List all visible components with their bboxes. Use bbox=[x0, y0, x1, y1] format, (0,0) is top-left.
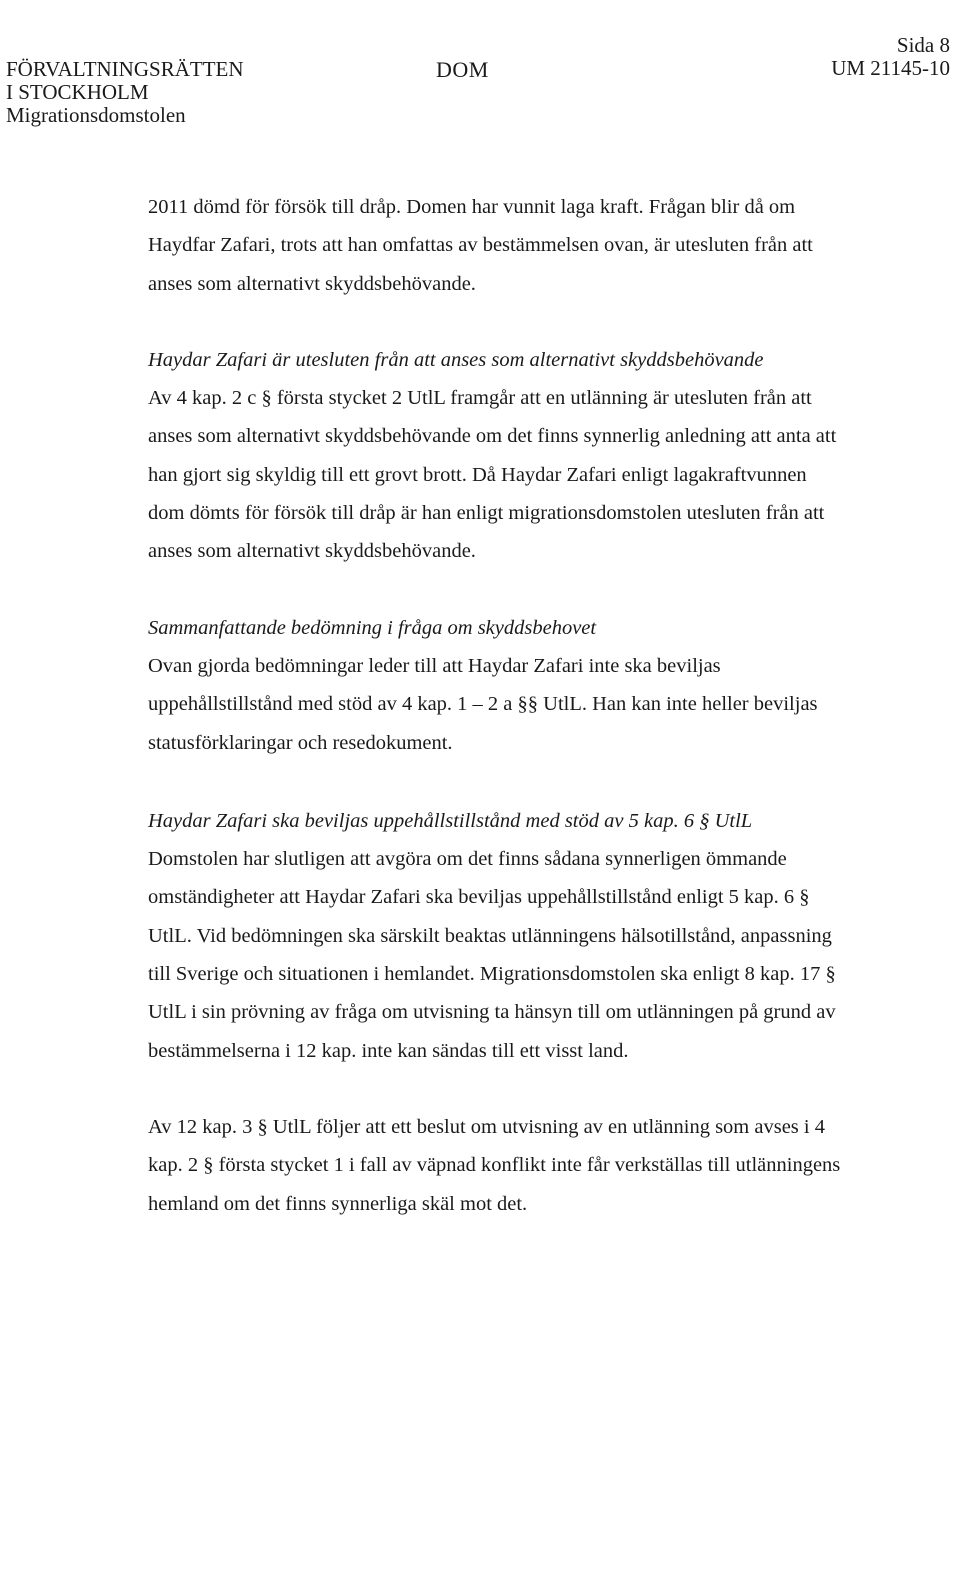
heading-summary: Sammanfattande bedömning i fråga om skyddsbehovet bbox=[148, 616, 597, 639]
heading-residence-permit: Haydar Zafari ska beviljas uppehållstillstånd med stöd av 5 kap. 6 § UtlL bbox=[148, 809, 753, 832]
heading-excluded: Haydar Zafari är utesluten från att anses som alternativt skyddsbehövande bbox=[148, 348, 764, 371]
paragraph-expulsion: Av 12 kap. 3 § UtlL följer att ett beslut om utvisning av en utlänning som avses i 4 kap. 2 § första stycket 1 i fall av väpnad konflikt inte får verkställas till utlänningens hemland om det finns synnerliga skäl mot det. bbox=[148, 1115, 841, 1215]
paragraph-conviction: 2011 dömd för försök till dråp. Domen har vunnit laga kraft. Frågan blir då om Haydfar Zafari, trots att han omfattas av bestämmelsen ovan, är utesluten från att anses som alternativt skyddsbehövande. bbox=[148, 196, 813, 295]
document-body bbox=[148, 188, 848, 1223]
court-division: Migrationsdomstolen bbox=[6, 103, 186, 127]
page-reference bbox=[831, 34, 950, 80]
document-header bbox=[0, 0, 960, 127]
paragraph-residence-permit: Domstolen har slutligen att avgöra om det finns sådana synnerligen ömmande omständigheter att Haydar Zafari ska beviljas uppehållstillstånd enligt 5 kap. 6 § UtlL. Vid bedömningen ska särskilt beaktas utlänningens hälsotillstånd, anpassning till Sverige och situationen i hemlandet. Migrationsdomstolen ska enligt 8 kap. 17 § UtlL i sin prövning av fråga om utvisning ta hänsyn till om utlänningen på grund av bestämmelserna i 12 kap. inte kan sändas till ett visst land. bbox=[148, 848, 836, 1062]
court-name-line2: I STOCKHOLM bbox=[6, 80, 149, 104]
paragraph-exclusion: Av 4 kap. 2 c § första stycket 2 UtlL framgår att en utlänning är utesluten från att anses som alternativt skyddsbehövande om det finns synnerlig anledning att anta att han gjort sig skyldig till ett grovt brott. Då Haydar Zafari enligt lagakraftvunnen dom dömts för försök till dråp är han enligt migrationsdomstolen utesluten från att anses som alternativt skyddsbehövande. bbox=[148, 387, 837, 563]
paragraph-summary: Ovan gjorda bedömningar leder till att Haydar Zafari inte ska beviljas uppehållstillstånd med stöd av 4 kap. 1 – 2 a §§ UtlL. Han kan inte heller beviljas statusförklaringar och resedokument. bbox=[148, 654, 818, 754]
page-number: Sida 8 bbox=[896, 33, 950, 57]
court-name-block bbox=[6, 58, 244, 127]
court-name-line1: FÖRVALTNINGSRÄTTEN bbox=[6, 57, 244, 81]
document-type: DOM bbox=[436, 57, 489, 82]
case-number: UM 21145-10 bbox=[831, 56, 950, 80]
